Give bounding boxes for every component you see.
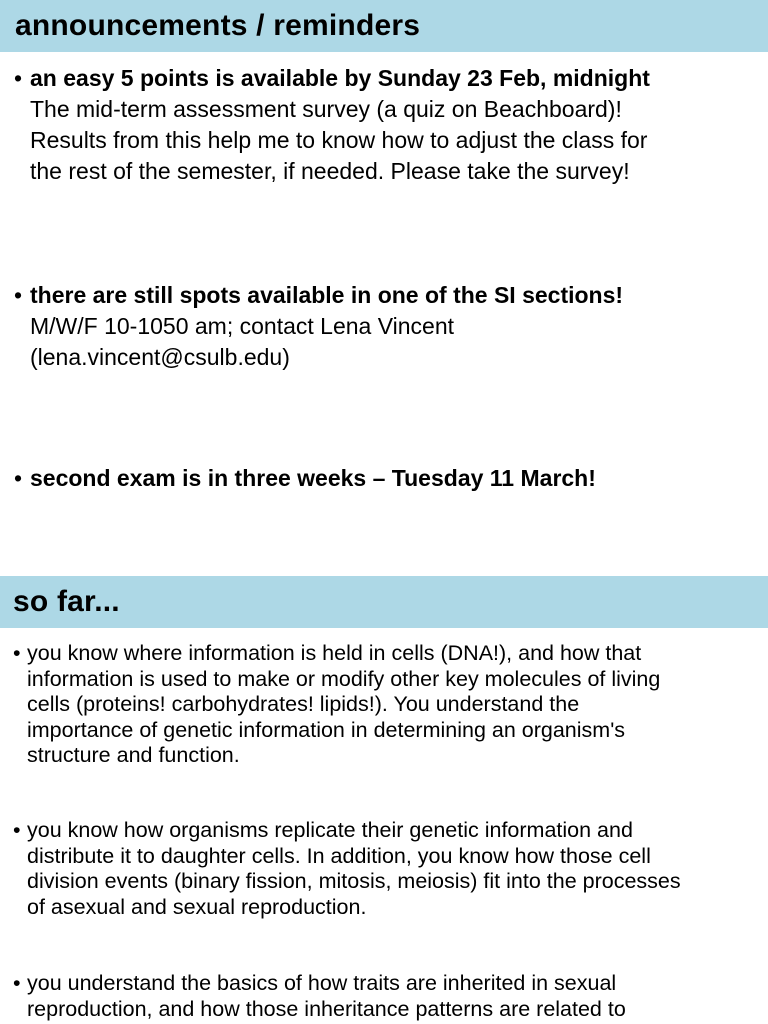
bullet-icon: • <box>14 282 23 308</box>
summary-first-line: you understand the basics of how traits are inherited in sexual <box>27 971 617 995</box>
so-far-slide <box>0 574 768 1024</box>
summary-item <box>13 818 756 920</box>
summary-item <box>13 971 756 1022</box>
bullet-icon: • <box>13 971 21 995</box>
summary-item <box>13 641 756 769</box>
summary-text: reproduction, and how those inheritance patterns are related to <box>27 996 626 1021</box>
summary-first-line: you know where information is held in cells (DNA!), and how that <box>27 641 642 665</box>
announcement-heading: an easy 5 points is available by Sunday 23 Feb, midnight <box>30 65 650 91</box>
announcement-heading: second exam is in three weeks – Tuesday 11 March! <box>30 465 596 491</box>
announcement-text: M/W/F 10-1050 am; contact Lena Vincent (lena.vincent@csulb.edu) <box>30 313 455 370</box>
announcement-item <box>14 280 758 373</box>
bullet-icon: • <box>13 818 21 842</box>
slide-title: so far... <box>0 576 768 628</box>
bullet-icon: • <box>14 465 23 491</box>
announcement-item <box>14 63 758 187</box>
announcement-item <box>14 463 758 494</box>
announcement-text: The mid-term assessment survey (a quiz on Beachboard)! Results from this help me to know how to adjust the class for the rest of the semester, if needed. Please take the survey! <box>30 96 648 184</box>
summary-first-line: you know how organisms replicate their genetic information and <box>27 818 633 842</box>
announcement-heading: there are still spots available in one of the SI sections! <box>30 282 624 308</box>
summary-text: information is used to make or modify other key molecules of living cells (proteins! carbohydrates! lipids!). You understand the importance of genetic information in determining an organism's structure and function. <box>27 666 661 767</box>
bullet-icon: • <box>14 65 23 91</box>
bullet-icon: • <box>13 641 21 665</box>
slide-title: announcements / reminders <box>0 0 768 52</box>
summary-text: distribute it to daughter cells. In addition, you know how those cell division events (binary fission, mitosis, meiosis) fit into the processes of asexual and sexual reproduction. <box>27 843 681 919</box>
